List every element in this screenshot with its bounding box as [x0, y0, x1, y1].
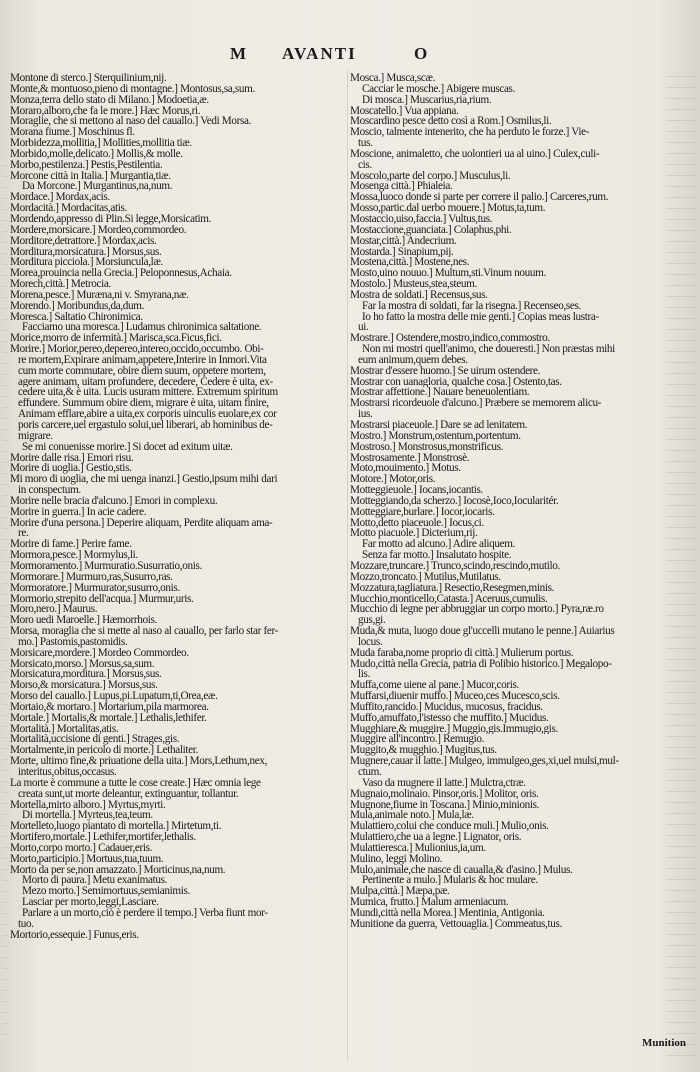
- dictionary-line: Morto da per se,non amazzato.] Morticinus,na,num.: [10, 864, 226, 876]
- dictionary-line: Muffa,come uiene al pane.] Mucor,coris.: [350, 680, 519, 692]
- dictionary-line: Io ho fatto la mostra delle mie genti.] Copias meas lustra-: [362, 311, 599, 323]
- dictionary-line: Mulo,animale,che nasce di caualla,& d'asino.] Mulus.: [350, 864, 573, 876]
- dictionary-line: Mormora,pesce.] Mormylus,li.: [10, 550, 138, 561]
- dictionary-line: Mostrare.] Ostendere,mostro,indico,commostro.: [350, 333, 550, 345]
- dictionary-line: creata sunt,ut morte deleantur, extinguantur, tollantur.: [18, 788, 239, 800]
- dictionary-line: Moscolo,parte del corpo.] Musculus,li.: [350, 170, 511, 182]
- dictionary-line: Mosto,uino nouuo.] Multum,sti.Vinum nouum.: [350, 268, 546, 280]
- dictionary-line: Mezo morto.] Semimortuus,semianimis.: [22, 886, 190, 898]
- dictionary-line: ui.: [358, 322, 369, 334]
- dictionary-line: Munitione da guerra, Vettouaglia.] Commeatus,tus.: [350, 918, 562, 930]
- dictionary-line: Mugnaio,molinaio. Pinsor,oris.] Molitor, oris.: [350, 788, 539, 800]
- dictionary-line: Mulattiero,colui che conduce muli.] Mulio,onis.: [350, 821, 549, 833]
- dictionary-line: Morice,morro de infermità.] Marisca,sca.Ficus,fici.: [10, 333, 222, 345]
- dictionary-line: ius.: [358, 409, 373, 420]
- dictionary-line: Senza far motto.] Insalutato hospite.: [362, 550, 512, 561]
- dictionary-line: Morto,participio.] Mortuus,tua,tuum.: [10, 853, 164, 865]
- dictionary-line: Moto,mouimento.] Motus.: [350, 463, 461, 475]
- dictionary-line: Moraglie, che si mettono al naso del cauallo.] Vedi Morsa.: [10, 116, 252, 128]
- dictionary-line: Morbo,pestilenza.] Pestis,Pestilentia.: [10, 159, 163, 171]
- header-center-word: AVANTI: [282, 44, 357, 63]
- dictionary-line: Mostar,città.] Andecrium.: [350, 235, 457, 247]
- dictionary-line: Mosenga città.] Phialeia.: [350, 181, 453, 193]
- dictionary-line: Facciamo una moresca.] Ludamus chironimica saltatione.: [22, 322, 262, 334]
- dictionary-line: Vaso da mugnere il latte.] Mulctra,ctræ.: [362, 777, 526, 789]
- dictionary-line: Morsicato,morso.] Morsus,sa,sum.: [10, 658, 155, 670]
- dictionary-line: Animam efflare,abire a uita,ex corporis uinculis euolare,ex cor: [18, 409, 277, 420]
- dictionary-line: Muggire all'incontro.] Remugio.: [350, 734, 485, 746]
- dictionary-line: Morire dalle risa.] Emori risu.: [10, 452, 134, 464]
- dictionary-line: Muda,& muta, luogo doue gl'uccelli mutano le penne.] Auiarius: [350, 626, 615, 637]
- dictionary-line: Moresca.] Saltatio Chironimica.: [10, 311, 143, 323]
- dictionary-line: Morto,corpo morto.] Cadauer,eris.: [10, 842, 153, 854]
- dictionary-line: Mordace.] Mordax,acis.: [10, 192, 110, 204]
- dictionary-line: Morire di uoglia.] Gestio,stis.: [10, 463, 132, 475]
- dictionary-line: Mortalmente,in pericolo di morte.] Lethaliter.: [10, 745, 199, 757]
- dictionary-line: agere animam, uitam profundere, decedere, Cedere è uita, ex-: [18, 376, 273, 388]
- dictionary-line: Mostolo.] Musteus,stea,steum.: [350, 279, 477, 290]
- dictionary-line: Mucchio di legne per abbruggiar un corpo morto.] Pyra,ræ.ro: [350, 604, 604, 616]
- dictionary-line: Monza,terra dello stato di Milano.] Modoetia,æ.: [10, 94, 209, 106]
- dictionary-line: Mortella,mirto alboro.] Myrtus,myrti.: [10, 799, 166, 811]
- dictionary-line: Morire in guerra.] In acie cadere.: [10, 506, 147, 518]
- dictionary-line: Morcone città in Italia.] Murgantia,tiæ.: [10, 170, 171, 182]
- dictionary-line: interitus,obitus,occasus.: [18, 767, 117, 778]
- dictionary-line: cum morte commutare, obire diem suum, oppetere mortem,: [18, 365, 266, 377]
- dictionary-line: Mulino, leggi Molino.: [350, 853, 443, 865]
- left-column: [10, 73, 350, 941]
- dictionary-line: Moro,nero.] Maurus.: [10, 604, 98, 616]
- dictionary-line: migrare.: [18, 430, 53, 442]
- dictionary-line: Mortorio,essequie.] Funus,eris.: [10, 929, 139, 941]
- dictionary-line: Muffo,amuffato,l'istesso che muffito.] Mucidus.: [350, 712, 549, 724]
- dictionary-line: Moraro,alboro,che fa le more.] Hæc Morus,ri.: [10, 105, 201, 117]
- dictionary-line: locus.: [358, 636, 383, 648]
- bleed-through-left: [2, 160, 8, 1040]
- dictionary-line: Muda faraba,nome proprio di città.] Mulierum portus.: [350, 647, 574, 659]
- dictionary-line: Monte,& montuoso,pieno di montagne.] Montosus,sa,sum.: [10, 83, 255, 95]
- dictionary-line: La morte è commune a tutte le cose create.] Hæc omnia lege: [10, 777, 261, 789]
- dictionary-line: Di mortella.] Myrteus,tea,teum.: [22, 810, 153, 822]
- dictionary-line: Mordacità.] Mordacitas,atis.: [10, 203, 127, 214]
- dictionary-line: effundere. Summum obire diem, migrare è uita, uitam finire,: [18, 398, 269, 410]
- dictionary-line: Moscio, talmente intenerito, che ha perduto le forze.] Vie-: [350, 127, 590, 139]
- dictionary-line: Mugghiare,& muggire.] Muggio,gis.Immugio,gis.: [350, 723, 558, 735]
- dictionary-line: Mosca.] Musca,scæ.: [350, 73, 436, 84]
- dictionary-line: Morea,prouincia nella Grecia.] Peloponnesus,Achaia.: [10, 268, 232, 280]
- dictionary-line: re mortem,Expirare animam,appetere,Interire in Inmori.Vita: [18, 354, 267, 366]
- dictionary-line: Morire nelle bracia d'alcuno.] Emori in complexu.: [10, 495, 218, 507]
- dictionary-line: Montone di sterco.] Sterquilinium,nij.: [10, 73, 167, 84]
- dictionary-line: gus,gi.: [358, 615, 386, 627]
- dictionary-line: Mormoratore.] Murmurator,susurro,onis.: [10, 582, 180, 594]
- dictionary-line: Morte, ultimo fine,& priuatione della uita.] Mors,Lethum,nex,: [10, 756, 268, 767]
- dictionary-line: Pertinente a mulo.] Mularis & hoc mulare.: [362, 875, 538, 887]
- dictionary-line: Se mi conuenisse morire.] Si docet ad exitum uitæ.: [22, 441, 233, 453]
- dictionary-line: tuo.: [18, 918, 34, 930]
- dictionary-line: Mozzo,troncato.] Mutilus,Mutilatus.: [350, 571, 501, 583]
- dictionary-line: Mostrosamente.] Monstrosè.: [350, 452, 470, 464]
- dictionary-line: Moscione, animaletto, che uolontieri ua al uino.] Culex,culi-: [350, 148, 600, 160]
- dictionary-line: Mortifero,mortale.] Lethifer,mortifer,lethalis.: [10, 832, 196, 843]
- dictionary-line: Morso,& morsicatura.] Morsus,sus.: [10, 680, 158, 692]
- dictionary-line: Mozzatura,tagliatura.] Resectio,Resegmen,minis.: [350, 582, 555, 594]
- dictionary-line: Mostrarsi piaceuole.] Dare se ad lenitatem.: [350, 420, 528, 431]
- dictionary-line: cis.: [358, 159, 372, 171]
- catchword: Munition: [642, 1037, 687, 1049]
- dictionary-line: Mostroso.] Monstrosus,monstrificus.: [350, 441, 504, 453]
- dictionary-line: Mosso,partic.dal uerbo mouere.] Motus,ta,tum.: [350, 203, 546, 214]
- dictionary-line: Mumica, frutto.] Malum armeniacum.: [350, 897, 509, 908]
- dictionary-line: Motore.] Motor,oris.: [350, 474, 436, 486]
- dictionary-line: Far la mostra di soldati, far la risegna.] Recenseo,ses.: [362, 300, 581, 312]
- dictionary-line: Da Morcone.] Murgantinus,na,num.: [22, 181, 173, 193]
- dictionary-line: Mulattiero,che ua a legne.] Lignator, oris.: [350, 832, 522, 843]
- dictionary-line: cedere uita,& è uita. Lucis usuram mittere. Extremum spiritum: [18, 387, 278, 399]
- dictionary-line: Cacciar le mosche.] Abigere muscas.: [362, 83, 516, 95]
- dictionary-line: Morire d'una persona.] Deperire aliquam, Perdite aliquam ama-: [10, 517, 273, 529]
- dictionary-line: Mostaccio,uiso,faccia.] Vultus,tus.: [350, 213, 493, 225]
- dictionary-line: Mulattieresca.] Mulionius,ia,um.: [350, 842, 486, 854]
- header-right-letter: O: [414, 44, 431, 63]
- dictionary-line: Mortalità.] Mortalitas,atis.: [10, 723, 119, 735]
- dictionary-line: eum animum,quem debes.: [358, 354, 468, 366]
- dictionary-line: Morbidezza,mollitia,] Mollities,mollitia tiæ.: [10, 138, 192, 149]
- dictionary-line: Mordendo,appresso di Plin.Si legge,Morsicatim.: [10, 213, 212, 225]
- dictionary-line: Mi moro di uoglia, che mi uenga inanzi.] Gestio,ipsum mihi dari: [10, 474, 278, 486]
- dictionary-line: Mugnere,cauar il latte.] Mulgeo, immulgeo,ges,xi,uel mulsi,mul-: [350, 756, 619, 767]
- dictionary-line: Mostra de soldati.] Recensus,sus.: [350, 289, 488, 301]
- dictionary-line: Mormorare.] Murmuro,ras,Susurro,ras.: [10, 571, 173, 583]
- dictionary-line: tus.: [358, 138, 373, 149]
- dictionary-line: lis.: [358, 669, 370, 681]
- dictionary-line: poris carcere,uel ergastulo solui,uel liberari, ab hominibus de-: [18, 420, 273, 431]
- dictionary-line: Mostrar con uanagloria, qualche cosa.] Ostento,tas.: [350, 376, 562, 388]
- dictionary-line: Non mi mostri quell'animo, che doueresti.] Non præstas mihi: [362, 344, 615, 355]
- dictionary-line: Morbido,molle,delicato.] Mollis,& molle.: [10, 148, 183, 160]
- dictionary-line: Mostena,città.] Mostene,nes.: [350, 257, 470, 269]
- dictionary-line: Mozzare,truncare.] Trunco,scindo,rescindo,mutilo.: [350, 560, 560, 572]
- dictionary-line: Far motto ad alcuno.] Adire aliquem.: [362, 539, 515, 551]
- dictionary-line: Mossa,luoco donde si parte per correre il palio.] Carceres,rum.: [350, 192, 609, 204]
- dictionary-line: Mostrarsi ricordeuole d'alcuno.] Præbere se memorem alicu-: [350, 398, 602, 410]
- dictionary-line: Morso del cauallo.] Lupus,pi.Lupatum,ti,Orea,eæ.: [10, 691, 218, 702]
- running-header: [0, 44, 700, 70]
- dictionary-line: Muffarsi,diuenir muffo.] Muceo,ces Mucesco,scis.: [350, 691, 560, 702]
- dictionary-line: Mugnone,fiume in Toscana.] Minio,minionis.: [350, 799, 540, 811]
- dictionary-line: Motto,detto piaceuole.] Iocus,ci.: [350, 517, 484, 529]
- dictionary-line: ctum.: [358, 767, 382, 778]
- header-left-letter: M: [230, 44, 250, 63]
- dictionary-line: Mundi,città nella Morea.] Mentinia, Antigonia.: [350, 907, 545, 919]
- dictionary-line: Motteggiando,da scherzo.] Iocosè,Ioco,Iocularitér.: [350, 495, 559, 507]
- dictionary-line: Morendo.] Moribundus,da,dum.: [10, 300, 145, 312]
- dictionary-line: Motteggiare,burlare.] Iocor,iocaris.: [350, 506, 495, 518]
- dictionary-line: Mormorio,strepito dell'acqua.] Murmur,uris.: [10, 593, 194, 605]
- dictionary-line: Morena,pesce.] Muræna,ni v. Smyrana,næ.: [10, 289, 189, 301]
- dictionary-line: Mucchio,monticello,Catasta.] Aceruus,cumulis.: [350, 593, 548, 605]
- dictionary-line: Mulpa,città.] Mæpa,pæ.: [350, 886, 450, 898]
- dictionary-line: Mormoramento.] Murmuratio.Susurratio,onis.: [10, 560, 202, 572]
- dictionary-line: Morana fiume.] Moschinus fl.: [10, 127, 135, 139]
- dictionary-line: Mortaio,& mortaro.] Mortarium,pila marmorea.: [10, 701, 209, 713]
- dictionary-line: Morditore,detrattore.] Mordax,acis.: [10, 235, 157, 247]
- dictionary-line: Di mosca.] Muscarius,ria,rium.: [362, 94, 492, 106]
- dictionary-line: Moscatello.] Vua appiana.: [350, 105, 459, 117]
- dictionary-line: Motteggieuole.] Iocans,iocantis.: [350, 485, 483, 496]
- dictionary-line: Morire.] Morior,pereo,depereo,intereo,occido,occumbo. Obi-: [10, 344, 264, 355]
- dictionary-line: Mortale.] Mortalis,& mortale.] Lethalis,lethifer.: [10, 712, 207, 724]
- dictionary-line: Muggito,& mugghio.] Mugitus,tus.: [350, 745, 497, 757]
- right-column: [350, 73, 695, 930]
- dictionary-line: Mostarda.] Sinapium,pij.: [350, 246, 454, 258]
- dictionary-line: Mudo,città nella Grecia, patria di Polibio historico.] Megalopo-: [350, 658, 612, 670]
- dictionary-line: Mortelleto,luogo piantato di mortella.] Mirtetum,ti.: [10, 821, 222, 833]
- dictionary-line: Mostrar d'essere huomo.] Se uirum ostendere.: [350, 365, 541, 377]
- dictionary-line: in conspectum.: [18, 485, 81, 496]
- dictionary-line: Morire di fame.] Perire fame.: [10, 539, 132, 551]
- dictionary-line: Mostaccione,guanciata.] Colaphus,phi.: [350, 224, 512, 236]
- dictionary-line: Moscardino pesce detto così a Rom.] Osmilus,li.: [350, 116, 552, 128]
- dictionary-line: Parlare a un morto,ciò è perdere il tempo.] Verba fiunt mor-: [22, 907, 268, 919]
- dictionary-line: Lasciar per morto,leggi,Lasciare.: [22, 897, 159, 908]
- dictionary-line: Mostrar affettione.] Nauare beneuolentiam.: [350, 387, 530, 399]
- dictionary-line: Mula,animale noto.] Mula,læ.: [350, 810, 474, 822]
- dictionary-line: Morech,città.] Metrocia.: [10, 279, 111, 290]
- dictionary-line: Moro uedi Maroelle.] Hæmorrhois.: [10, 615, 157, 627]
- dictionary-line: Morsicare,mordere.] Mordeo Commordeo.: [10, 647, 189, 659]
- dictionary-line: Morditura picciola.] Morsiuncula,læ.: [10, 257, 164, 269]
- dictionary-line: Morsa, moraglia che si mette al naso al cauallo, per farlo star fer-: [10, 626, 278, 637]
- dictionary-line: Mortalità,uccisione di genti.] Strages,gis.: [10, 734, 180, 746]
- dictionary-line: Morditura,morsicatura.] Morsus,sus.: [10, 246, 162, 258]
- dictionary-line: Morto di paura.] Metu exanimatus.: [22, 875, 168, 887]
- dictionary-line: re.: [18, 528, 29, 540]
- dictionary-line: Mostro.] Monstrum,ostentum,portentum.: [350, 430, 521, 442]
- dictionary-line: Motto piacuole.] Dicterium,rij.: [350, 528, 478, 540]
- dictionary-line: Morsicatura,morditura.] Morsus,sus.: [10, 669, 162, 681]
- dictionary-line: Muffito,rancido.] Mucidus, mucosus, fracidus.: [350, 701, 543, 713]
- dictionary-line: Mordere,morsicare.] Mordeo,commordeo.: [10, 224, 187, 236]
- dictionary-line: mo.] Pastomis,pastomidis.: [18, 636, 128, 648]
